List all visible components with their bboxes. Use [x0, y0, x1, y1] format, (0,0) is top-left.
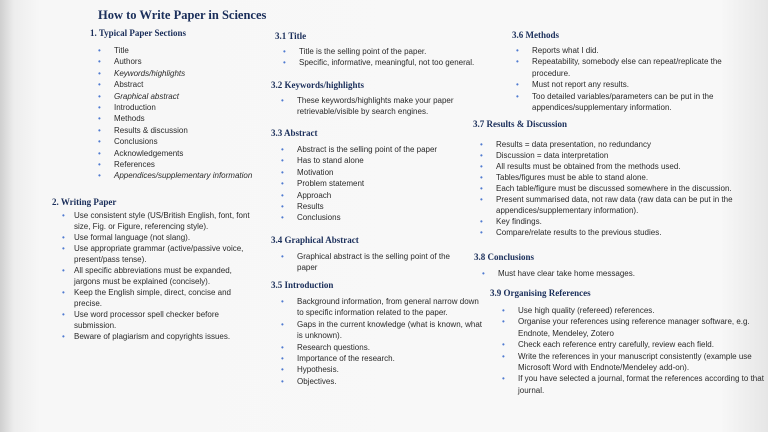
list-item: • Methods [94, 113, 284, 124]
list-item: • Hypothesis. [277, 364, 485, 375]
list-item: • Use high quality (refereed) references. [498, 305, 766, 316]
list-item: • Introduction [94, 102, 284, 113]
list-item: • Use consistent style (US/British English, font, font size, Fig. or Figure, referencing style). [56, 210, 256, 232]
list-item: • These keywords/highlights make your paper retrievable/visible by search engines. [277, 95, 487, 118]
list-item: • References [94, 159, 284, 170]
list-item: • Results [277, 201, 487, 212]
list-item: • All results must be obtained from the methods used. [476, 161, 766, 172]
list-item: • Write the references in your manuscript consistently (example use Microsoft Word with Endnote/Mendeley add-on). [498, 351, 766, 374]
section-3-1-heading: 3.1 Title [275, 31, 307, 41]
list-item: • Keep the English simple, direct, concise and precise. [56, 287, 256, 309]
section-3-6-heading: 3.6 Methods [512, 30, 559, 40]
list-item: • Graphical abstract is the selling point of the paper [277, 251, 467, 274]
list-item: • Specific, informative, meaningful, not too general. [279, 57, 504, 68]
section-3-2-heading: 3.2 Keywords/highlights [271, 80, 365, 90]
section-3-8-list [478, 268, 748, 279]
list-item: • Problem statement [277, 178, 487, 189]
section-3-1-list [279, 46, 504, 69]
section-3-3-heading: 3.3 Abstract [271, 128, 318, 138]
list-item: • Tables/figures must be able to stand alone. [476, 172, 766, 183]
list-item: • Results = data presentation, no redundancy [476, 139, 766, 150]
section-1-list [94, 45, 284, 182]
list-item: • Key findings. [476, 216, 766, 227]
list-item: • Must have clear take home messages. [478, 268, 748, 279]
list-item: • Conclusions [94, 136, 284, 147]
list-item: • Use word processor spell checker before submission. [56, 309, 256, 331]
section-3-5-heading: 3.5 Introduction [271, 280, 334, 290]
list-item: • Conclusions [277, 212, 487, 223]
section-3-5-list [277, 296, 485, 387]
list-item: • Results & discussion [94, 125, 284, 136]
list-item: • Objectives. [277, 376, 485, 387]
list-item: • Abstract [94, 79, 284, 90]
list-item: • If you have selected a journal, format the references according to that journal. [498, 373, 766, 396]
list-item: • Background information, from general narrow down to specific information related to the paper. [277, 296, 485, 319]
list-item: • Use appropriate grammar (active/passive voice, present/pass tense). [56, 243, 256, 265]
list-item: • Abstract is the selling point of the paper [277, 144, 487, 155]
slide-title: How to Write Paper in Sciences [98, 8, 267, 22]
section-3-8-heading: 3.8 Conclusions [474, 252, 535, 262]
list-item: • Compare/relate results to the previous studies. [476, 227, 766, 238]
list-item: • Each table/figure must be discussed somewhere in the discussion. [476, 183, 766, 194]
section-3-3-list [277, 144, 487, 224]
list-item: • Present summarised data, not raw data (raw data can be put in the appendices/supplementary information). [476, 194, 766, 216]
section-2-list [56, 210, 256, 342]
list-item: • Too detailed variables/parameters can be put in the appendices/supplementary information. [512, 91, 752, 114]
section-3-7-list [476, 139, 766, 238]
list-item: • Research questions. [277, 342, 485, 353]
list-item: • Repeatability, somebody else can repeat/replicate the procedure. [512, 56, 752, 79]
list-item: • Keywords/highlights [94, 68, 284, 79]
section-3-4-list [277, 251, 467, 274]
list-item: • Organise your references using reference manager software, e.g. Endnote, Mendeley, Zotero [498, 316, 766, 339]
list-item: • Graphical abstract [94, 91, 284, 102]
list-item: • Appendices/supplementary information [94, 170, 284, 181]
list-item: • Title [94, 45, 284, 56]
list-item: • Has to stand alone [277, 155, 487, 166]
list-item: • Reports what I did. [512, 45, 752, 56]
section-2-heading: 2. Writing Paper [52, 197, 117, 207]
list-item: • Authors [94, 56, 284, 67]
list-item: • All specific abbreviations must be expanded, jargons must be explained (concisely). [56, 265, 256, 287]
section-3-4-heading: 3.4 Graphical Abstract [271, 235, 359, 245]
section-3-9-list [498, 305, 766, 396]
section-1-heading: 1. Typical Paper Sections [90, 28, 187, 38]
section-3-9-heading: 3.9 Organising References [490, 288, 591, 298]
section-3-6-list [512, 45, 752, 113]
list-item: • Discussion = data interpretation [476, 150, 766, 161]
list-item: • Acknowledgements [94, 148, 284, 159]
list-item: • Gaps in the current knowledge (what is known, what is unknown). [277, 319, 485, 342]
list-item: • Beware of plagiarism and copyrights issues. [56, 331, 256, 342]
section-3-2-list [277, 95, 487, 118]
list-item: • Use formal language (not slang). [56, 232, 256, 243]
list-item: • Importance of the research. [277, 353, 485, 364]
list-item: • Check each reference entry carefully, review each field. [498, 339, 766, 350]
list-item: • Motivation [277, 167, 487, 178]
section-3-7-heading: 3.7 Results & Discussion [473, 119, 568, 129]
list-item: • Approach [277, 190, 487, 201]
list-item: • Must not report any results. [512, 79, 752, 90]
list-item: • Title is the selling point of the paper. [279, 46, 504, 57]
